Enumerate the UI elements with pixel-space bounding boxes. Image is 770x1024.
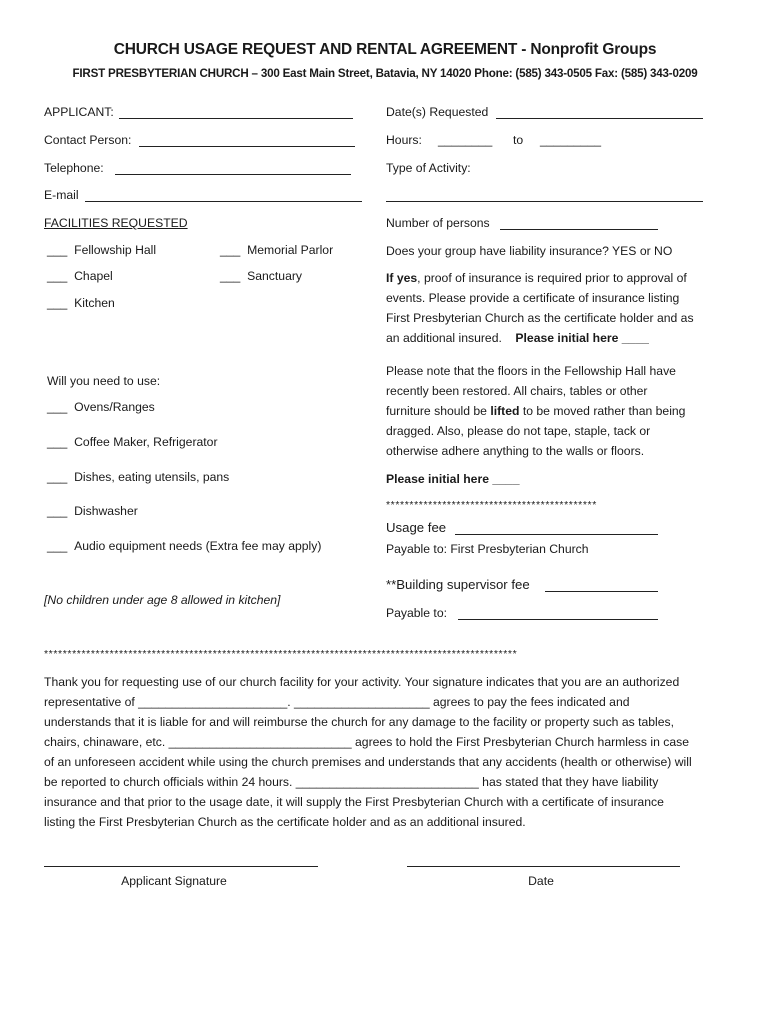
dates-requested-label: Date(s) Requested [386,105,489,119]
use-label: Audio equipment needs (Extra fee may apply) [74,539,322,553]
facilities-heading: FACILITIES REQUESTED [44,216,188,230]
facility-label: Fellowship Hall [74,243,157,257]
date-signature-label: Date [528,874,554,888]
floors-lifted: lifted [490,404,520,418]
floors-line: Please note that the floors in the Fellowship Hall have [386,364,676,378]
insurance-line: events. Please provide a certificate of insurance listing [386,291,680,305]
hours-to-word: to [513,133,524,147]
applicant-label: APPLICANT: [44,105,114,119]
ifyes-bold: If yes [386,271,418,285]
payable-to-field[interactable] [458,619,658,620]
facility-memorial-parlor[interactable] [220,243,333,257]
persons-label: Number of persons [386,216,490,230]
use-blank[interactable]: ___ [47,470,68,484]
facility-label: Kitchen [74,296,115,310]
floors-line: recently been restored. All chairs, tables or other [386,384,648,398]
building-fee-field[interactable] [545,591,658,592]
facility-blank[interactable]: ___ [47,243,68,257]
facility-blank[interactable]: ___ [220,269,241,283]
stars-divider: ***************************************************************************************************** [44,648,518,660]
telephone-field[interactable] [115,174,351,175]
agreement-line: be reported to church officials within 24 hours. ___________________________ has stated that they have liability [44,775,659,789]
activity-type-label: Type of Activity: [386,161,471,175]
agreement-line: representative of ______________________. ____________________ agrees to pay the fees indicated and [44,695,630,709]
activity-type-field[interactable] [386,201,703,202]
agreement-line: of an unforeseen accident while using the church premises and understands that any accidents (health or otherwise) will [44,755,692,769]
use-audio-equipment[interactable] [47,539,321,553]
use-ovens-ranges[interactable] [47,400,155,414]
applicant-field[interactable] [119,118,353,119]
insurance-line: First Presbyterian Church as the certificate holder and as [386,311,694,325]
contact-person-field[interactable] [139,146,355,147]
hours-to-field[interactable]: _________ [540,133,602,147]
floors-text: to be moved rather than being [519,404,686,418]
stars-separator-short: ********************************************* [386,499,597,511]
agreement-paragraph [44,672,728,832]
telephone-label: Telephone: [44,161,104,175]
date-signature-field[interactable] [407,866,680,867]
use-dishwasher[interactable] [47,504,138,518]
agreement-line: understands that it is liable for and will reimburse the church for any damage to the facility or property such as tables, [44,715,675,729]
use-dishes[interactable] [47,470,229,484]
facility-label: Chapel [74,269,113,283]
dates-requested-field[interactable] [496,118,703,119]
form-title: CHURCH USAGE REQUEST AND RENTAL AGREEMENT - Nonprofit Groups [113,41,657,58]
agreement-line: Thank you for requesting use of our church facility for your activity. Your signature indicates that you are an authorized [44,675,680,689]
contact-person-label: Contact Person: [44,133,132,147]
floors-line: otherwise adhere anything to the walls or floors. [386,444,645,458]
usage-fee-field[interactable] [455,534,658,535]
applicant-signature-field[interactable] [44,866,318,867]
floors-line: dragged. Also, please do not tape, staple, tack or [386,424,651,438]
hours-label: Hours: [386,133,422,147]
facility-fellowship-hall[interactable] [47,243,156,257]
children-note: [No children under age 8 allowed in kitchen] [44,593,281,607]
agreement-line: chairs, chinaware, etc. ___________________________ agrees to hold the First Presbyterian Church harmless in case [44,735,689,749]
facility-blank[interactable]: ___ [220,243,241,257]
initial-here-2[interactable]: Please initial here ____ [386,472,520,486]
ifyes-rest: , proof of insurance is required prior to approval of [417,271,687,285]
payable-to-church: Payable to: First Presbyterian Church [386,542,589,556]
hours-from-field[interactable]: ________ [438,133,493,147]
initial-here-1[interactable]: Please initial here ____ [515,331,649,345]
applicant-signature-label: Applicant Signature [121,874,227,888]
facility-label: Memorial Parlor [247,243,334,257]
facility-blank[interactable]: ___ [47,296,68,310]
floors-line [386,404,685,418]
use-blank[interactable]: ___ [47,504,68,518]
facility-sanctuary[interactable] [220,269,302,283]
additional-insured-text: an additional insured. [386,331,502,345]
church-address: FIRST PRESBYTERIAN CHURCH – 300 East Main Street, Batavia, NY 14020 Phone: (585) 343-0505 Fax: (585) 343-0209 [72,67,698,80]
use-blank[interactable]: ___ [47,400,68,414]
insurance-ifyes-line [386,271,687,285]
use-label: Coffee Maker, Refrigerator [74,435,218,449]
need-to-use-label: Will you need to use: [47,374,161,388]
facility-blank[interactable]: ___ [47,269,68,283]
insurance-initial-line [386,331,649,345]
building-fee-label: **Building supervisor fee [386,577,530,592]
insurance-question: Does your group have liability insurance? YES or NO [386,244,673,258]
use-label: Ovens/Ranges [74,400,155,414]
floors-text: furniture should be [386,404,491,418]
facility-kitchen[interactable] [47,296,115,310]
use-label: Dishes, eating utensils, pans [74,470,230,484]
use-label: Dishwasher [74,504,138,518]
agreement-line: listing the First Presbyterian Church as the certificate holder and as an additional insured. [44,815,526,829]
email-label: E-mail [44,188,79,202]
persons-field[interactable] [500,229,658,230]
agreement-line: insurance and that prior to the usage date, it will supply the First Presbyterian Church with a certificate of insurance [44,795,664,809]
use-blank[interactable]: ___ [47,435,68,449]
facility-chapel[interactable] [47,269,113,283]
email-field[interactable] [85,201,362,202]
use-coffee-maker[interactable] [47,435,218,449]
use-blank[interactable]: ___ [47,539,68,553]
payable-to-label: Payable to: [386,606,447,620]
usage-fee-label: Usage fee [386,520,447,535]
facility-label: Sanctuary [247,269,302,283]
